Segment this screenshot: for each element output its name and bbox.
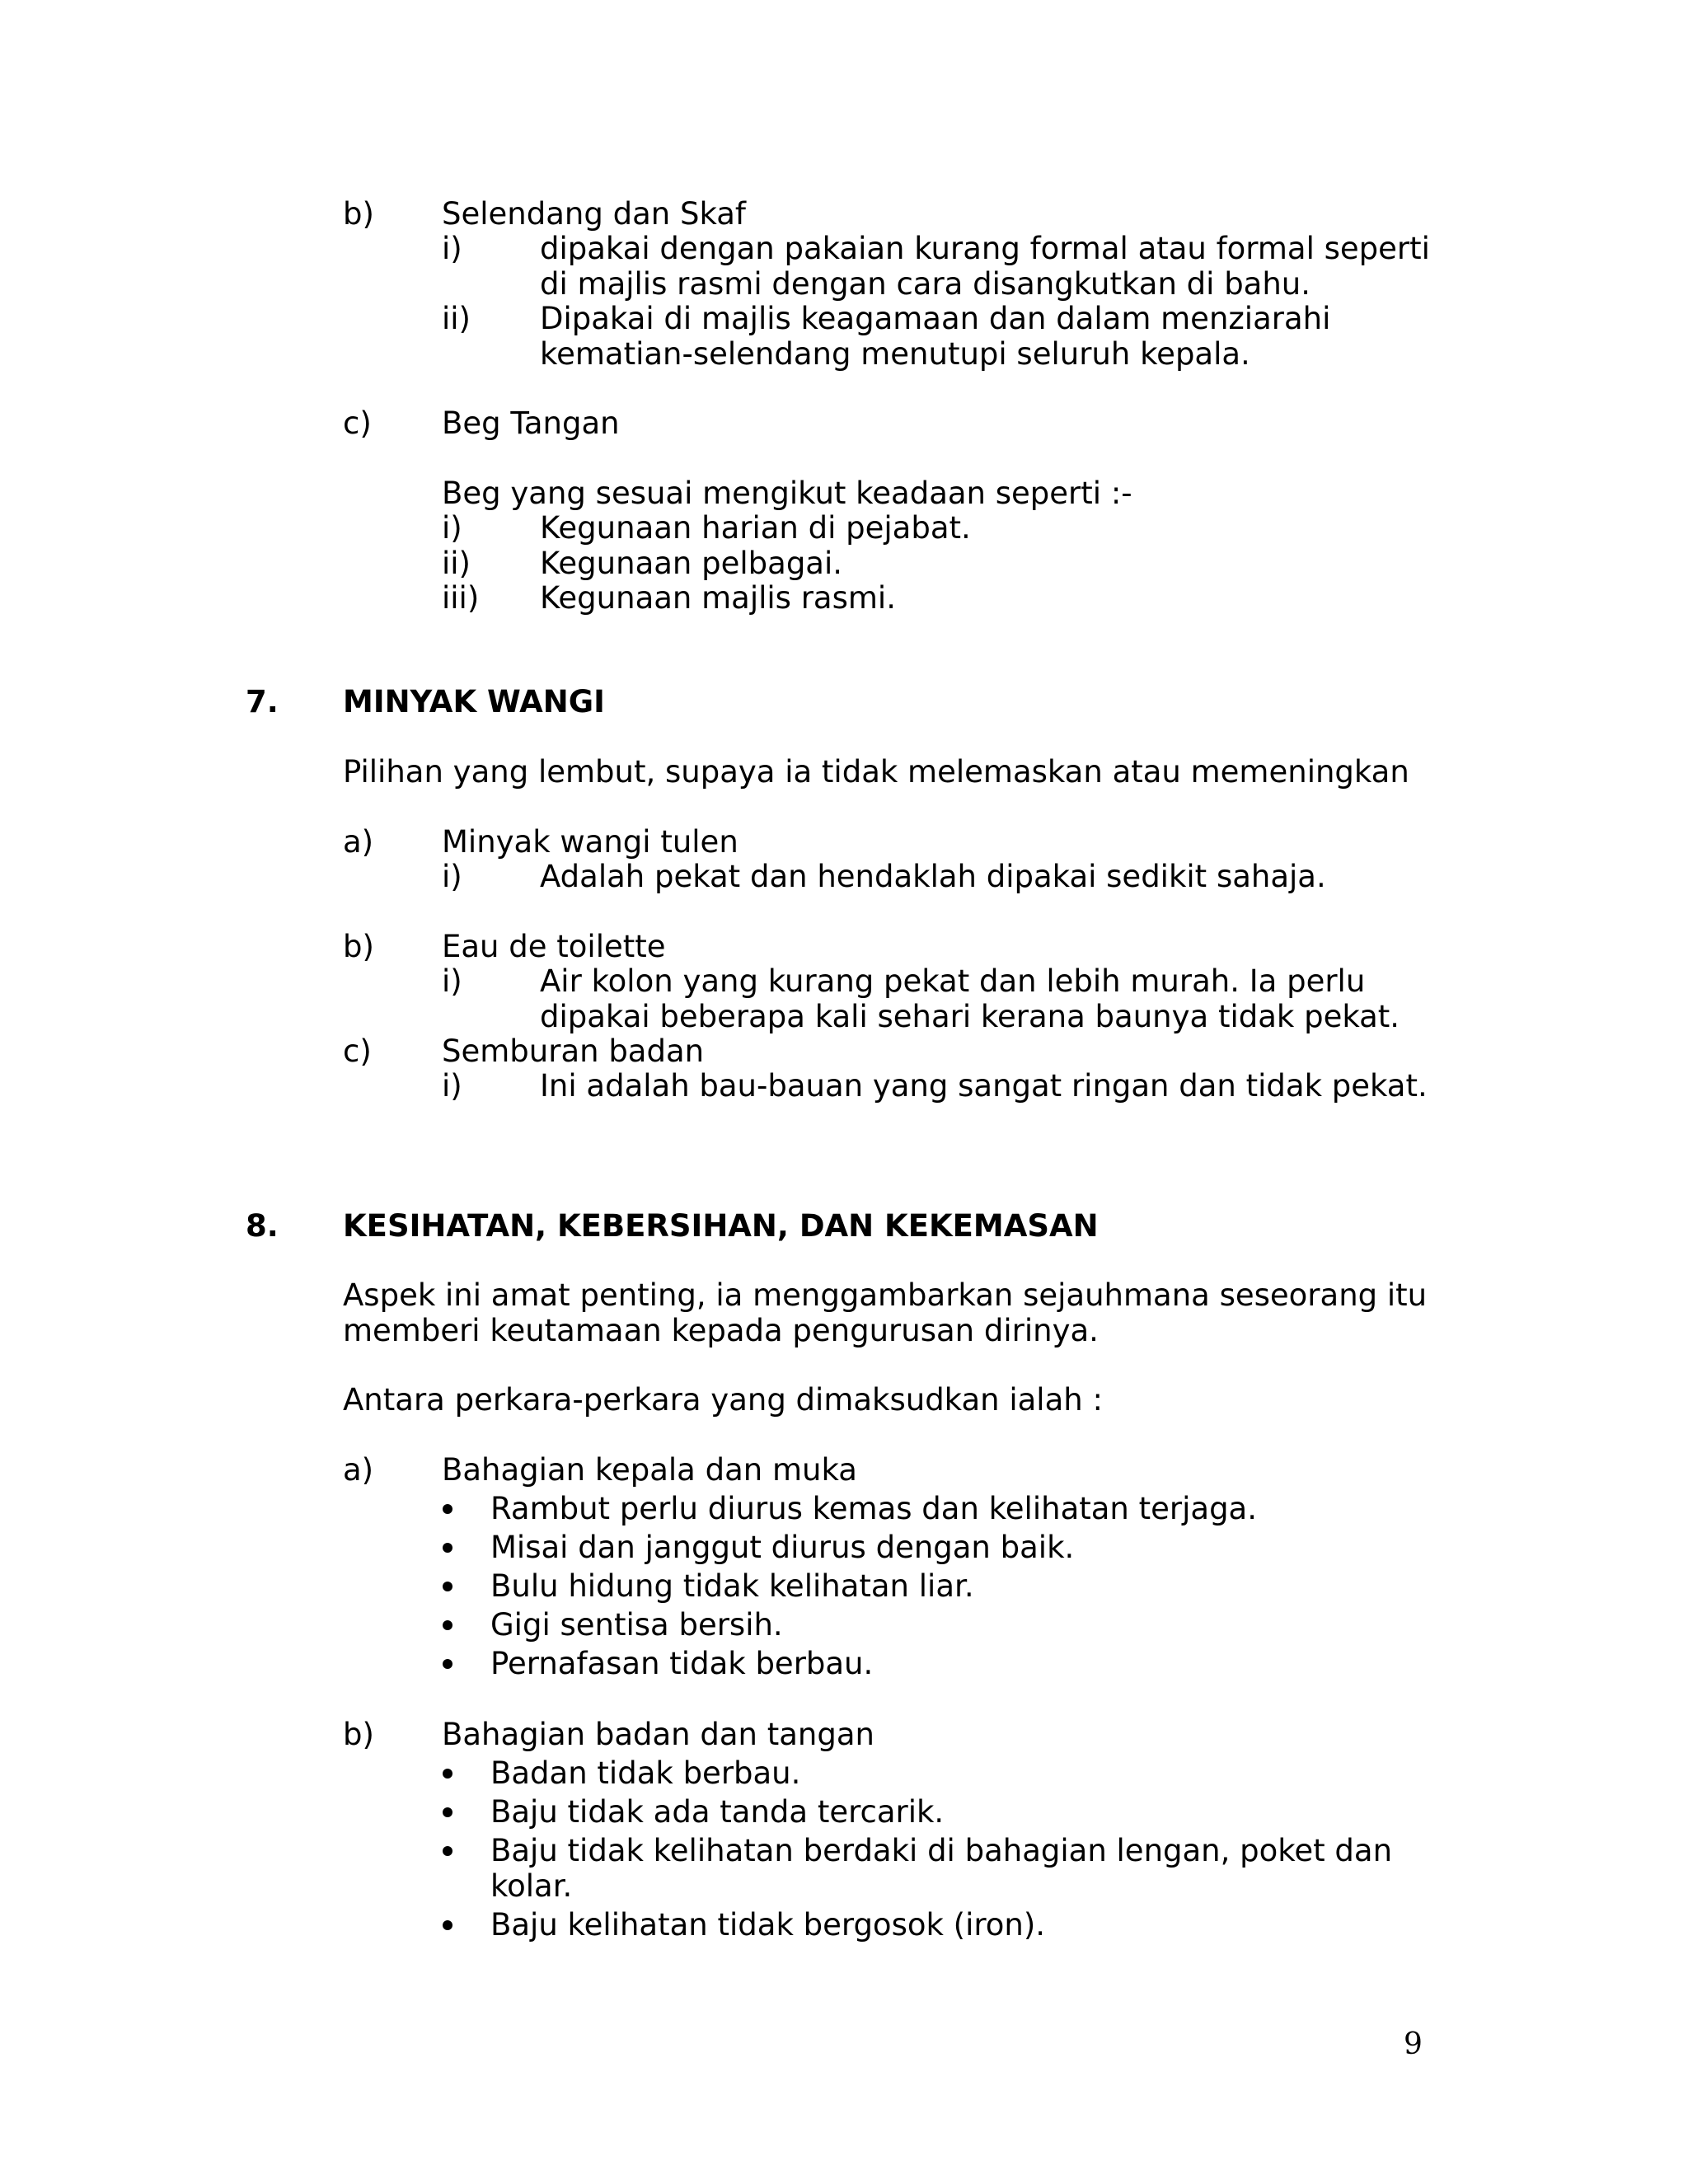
section-number: 7. — [246, 684, 279, 719]
sub-marker: iii) — [442, 580, 480, 616]
bullet-text: Baju tidak ada tanda tercarik. — [490, 1794, 945, 1830]
bullet-text: Badan tidak berbau. — [490, 1755, 801, 1791]
bullet-icon — [443, 1620, 452, 1630]
sub-text: Adalah pekat dan hendaklah dipakai sedikit sahaja. — [540, 859, 1326, 894]
sub-text: Kegunaan pelbagai. — [540, 546, 843, 581]
item-title: Bahagian badan dan tangan — [442, 1717, 874, 1752]
section-intro: Pilihan yang lembut, supaya ia tidak melemaskan atau memeningkan — [343, 754, 1409, 790]
item-marker: c) — [343, 405, 372, 441]
sub-text: dipakai beberapa kali sehari kerana baunya tidak pekat. — [540, 999, 1400, 1034]
item-title: Eau de toilette — [442, 929, 666, 964]
bullet-text: Misai dan janggut diurus dengan baik. — [490, 1530, 1075, 1565]
sub-text: Dipakai di majlis keagamaan dan dalam menziarahi — [540, 301, 1331, 336]
sub-text: di majlis rasmi dengan cara disangkutkan di bahu. — [540, 266, 1311, 302]
item-title: Selendang dan Skaf — [442, 196, 746, 232]
section-intro: Antara perkara-perkara yang dimaksudkan ialah : — [343, 1382, 1103, 1418]
item-marker: a) — [343, 1452, 374, 1488]
item-intro: Beg yang sesuai mengikut keadaan seperti :- — [442, 476, 1132, 511]
section-heading: KESIHATAN, KEBERSIHAN, DAN KEKEMASAN — [343, 1208, 1099, 1244]
sub-marker: ii) — [442, 546, 471, 581]
bullet-icon — [443, 1659, 452, 1669]
item-title: Beg Tangan — [442, 405, 620, 441]
section-number: 8. — [246, 1208, 279, 1244]
sub-marker: i) — [442, 963, 462, 999]
section-intro: memberi keutamaan kepada pengurusan dirinya. — [343, 1313, 1099, 1348]
bullet-text: Pernafasan tidak berbau. — [490, 1646, 874, 1681]
sub-marker: i) — [442, 859, 462, 894]
bullet-text: Baju kelihatan tidak bergosok (iron). — [490, 1907, 1046, 1943]
bullet-icon — [443, 1582, 452, 1591]
sub-marker: i) — [442, 231, 462, 266]
item-marker: a) — [343, 824, 374, 860]
bullet-icon — [443, 1769, 452, 1779]
sub-text: kematian-selendang menutupi seluruh kepala. — [540, 336, 1250, 372]
bullet-text: Rambut perlu diurus kemas dan kelihatan terjaga. — [490, 1491, 1257, 1526]
bullet-text: Gigi sentisa bersih. — [490, 1607, 783, 1643]
sub-marker: i) — [442, 510, 462, 546]
sub-text: Kegunaan majlis rasmi. — [540, 580, 896, 616]
bullet-text: Baju tidak kelihatan berdaki di bahagian lengan, poket dan — [490, 1833, 1393, 1868]
item-marker: b) — [343, 929, 374, 964]
bullet-icon — [443, 1846, 452, 1856]
item-marker: b) — [343, 196, 374, 232]
section-heading: MINYAK WANGI — [343, 684, 605, 719]
section-intro: Aspek ini amat penting, ia menggambarkan sejauhmana seseorang itu — [343, 1277, 1428, 1313]
sub-marker: i) — [442, 1068, 462, 1104]
sub-text: Air kolon yang kurang pekat dan lebih murah. Ia perlu — [540, 963, 1366, 999]
item-title: Bahagian kepala dan muka — [442, 1452, 857, 1488]
bullet-icon — [443, 1543, 452, 1553]
bullet-text: kolar. — [490, 1868, 573, 1904]
sub-marker: ii) — [442, 301, 471, 336]
item-marker: c) — [343, 1033, 372, 1069]
page-number: 9 — [1404, 2027, 1423, 2061]
bullet-text: Bulu hidung tidak kelihatan liar. — [490, 1568, 974, 1604]
bullet-icon — [443, 1504, 452, 1514]
sub-text: dipakai dengan pakaian kurang formal atau formal seperti — [540, 231, 1430, 266]
bullet-icon — [443, 1920, 452, 1930]
sub-text: Kegunaan harian di pejabat. — [540, 510, 971, 546]
item-marker: b) — [343, 1717, 374, 1752]
item-title: Semburan badan — [442, 1033, 705, 1069]
bullet-icon — [443, 1807, 452, 1817]
sub-text: Ini adalah bau-bauan yang sangat ringan dan tidak pekat. — [540, 1068, 1428, 1104]
item-title: Minyak wangi tulen — [442, 824, 738, 860]
